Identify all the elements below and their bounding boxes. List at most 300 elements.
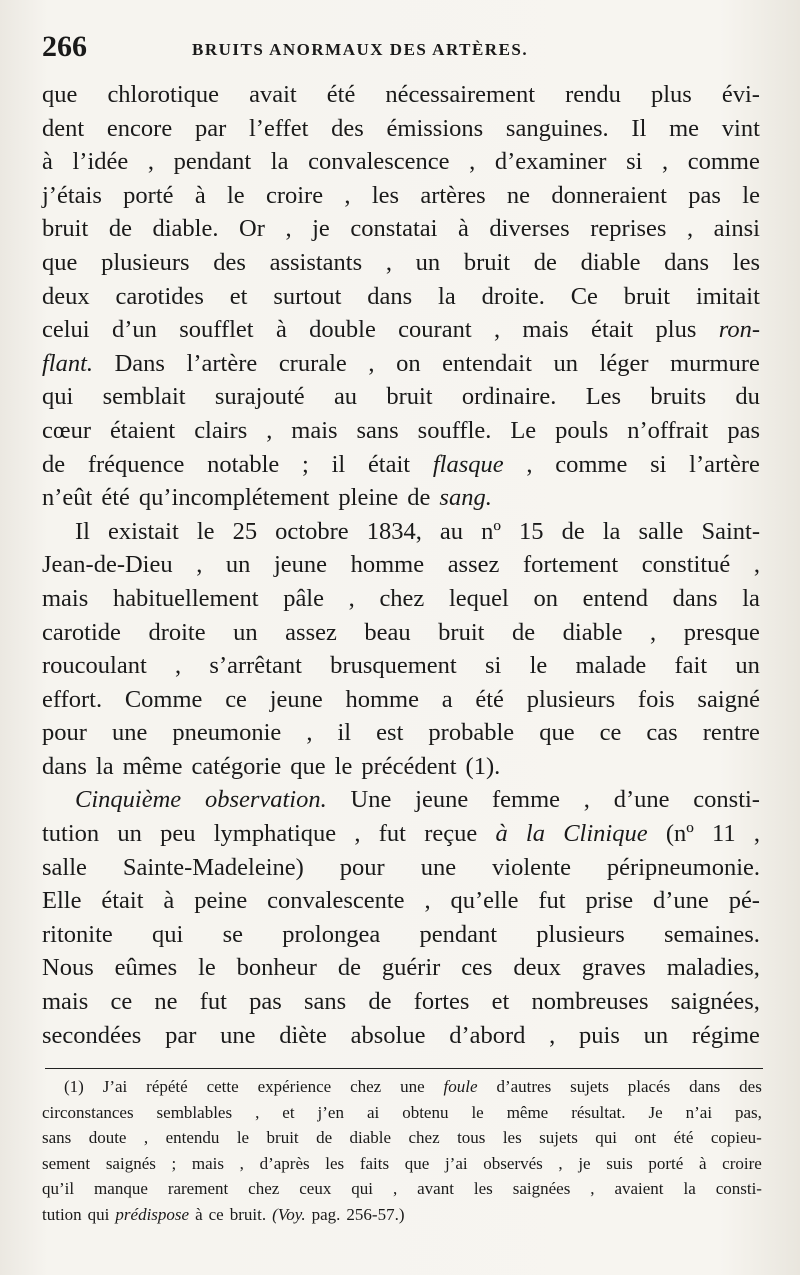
word: été <box>101 484 130 512</box>
text-line <box>42 750 760 784</box>
main-text <box>42 78 760 1052</box>
word: il <box>331 450 346 478</box>
running-head: BRUITS ANORMAUX DES ARTÈRES. <box>192 40 529 59</box>
word: manque <box>94 1179 148 1198</box>
word: tous <box>457 1128 486 1147</box>
word: ron- <box>718 316 760 344</box>
word: répété <box>146 1077 188 1096</box>
word: 256-57.) <box>346 1204 405 1224</box>
word: violente <box>492 853 571 881</box>
footnote-line <box>42 1100 762 1126</box>
word: on <box>396 349 421 377</box>
word: , <box>385 248 392 276</box>
word: deux <box>42 282 90 310</box>
word: de <box>407 484 431 512</box>
word: , <box>196 551 203 579</box>
word: fréquence <box>87 450 185 478</box>
word: notable <box>207 450 280 478</box>
word: de <box>533 248 557 276</box>
word: , <box>285 215 292 243</box>
word: pendant <box>173 148 252 176</box>
word: on <box>533 584 558 612</box>
text-line <box>42 179 760 213</box>
word: dans <box>672 584 718 612</box>
word: le <box>236 1128 250 1147</box>
word: Saint- <box>701 517 760 545</box>
word: effort. <box>42 685 103 713</box>
text-line <box>42 1019 760 1053</box>
word: la <box>438 282 456 310</box>
word: ritonite <box>42 920 113 948</box>
word: , <box>348 584 355 612</box>
word: pouls <box>555 416 609 444</box>
word: , <box>753 551 760 579</box>
word: la <box>683 1179 696 1198</box>
word: jeune <box>269 685 323 713</box>
word: se <box>222 920 243 948</box>
word: ainsi <box>713 215 760 243</box>
word: du <box>735 383 760 411</box>
word: ne <box>154 988 178 1016</box>
text-line <box>42 313 760 347</box>
word: entendait <box>442 349 532 377</box>
word: et <box>491 988 510 1016</box>
word: circonstances <box>42 1102 134 1122</box>
word: d’une <box>653 887 709 915</box>
word: ; <box>171 1153 177 1173</box>
word: absolue <box>350 1021 426 1049</box>
footnote-line <box>42 1151 762 1177</box>
word: reprises <box>590 215 667 243</box>
word: secondées <box>42 1021 142 1049</box>
word: faits <box>359 1153 390 1173</box>
text-line <box>42 246 760 280</box>
word: qu’elle <box>450 887 519 915</box>
word: j’ai <box>444 1153 468 1173</box>
word: , <box>650 618 657 646</box>
word: pneumonie <box>172 719 282 747</box>
text-line <box>42 616 760 650</box>
word: pour <box>42 719 87 747</box>
word: diable <box>349 1128 392 1147</box>
word: plusieurs <box>536 920 625 948</box>
word: 15 <box>519 517 544 545</box>
text-line <box>42 985 760 1019</box>
word: carotide <box>42 618 121 646</box>
word: , <box>590 1179 595 1198</box>
text-line <box>42 884 760 918</box>
word: bruit <box>266 1128 299 1147</box>
word: l’effet <box>248 114 309 142</box>
word: croire <box>722 1153 762 1173</box>
word: chez <box>350 1077 382 1096</box>
word: le <box>196 517 215 545</box>
word: saignées, <box>670 988 760 1016</box>
word: semblables <box>156 1102 233 1122</box>
word: une <box>420 853 457 881</box>
word: le <box>226 181 245 209</box>
word: homme <box>345 685 419 713</box>
text-line <box>42 783 760 817</box>
word: expérience <box>257 1077 332 1096</box>
word: même <box>122 752 183 780</box>
word: (Voy. <box>272 1204 306 1224</box>
word: que <box>404 1153 430 1173</box>
word: de <box>368 988 392 1016</box>
word: ce <box>599 719 622 747</box>
word: beau <box>364 618 411 646</box>
word: habituellement <box>112 584 259 612</box>
word: croire <box>265 181 324 209</box>
word: que <box>290 752 326 780</box>
word: porté <box>648 1153 684 1173</box>
word: je <box>578 1153 591 1173</box>
word: chez <box>408 1128 440 1147</box>
word: si <box>484 652 502 680</box>
word: à <box>698 1153 707 1173</box>
word: la <box>95 752 114 780</box>
word: imitait <box>695 282 760 310</box>
word: ce <box>225 685 247 713</box>
word: au <box>439 517 464 545</box>
word: Sainte-Madeleine) <box>122 853 304 881</box>
word: bruit. <box>229 1204 267 1224</box>
word: plus <box>650 81 692 108</box>
word: , <box>753 820 760 848</box>
word: artères <box>420 181 486 209</box>
word: , <box>354 820 361 848</box>
word: chez <box>379 584 425 612</box>
word: bruit <box>438 618 485 646</box>
word: des <box>739 1077 762 1096</box>
word: surtout <box>273 282 342 310</box>
word: dans <box>689 1077 721 1096</box>
word: , <box>266 416 273 444</box>
text-line <box>42 951 760 985</box>
word: soufflet <box>179 316 254 344</box>
word: consti- <box>715 1179 762 1198</box>
word: , <box>306 719 313 747</box>
word: été <box>673 1128 694 1147</box>
word: le <box>471 1102 484 1122</box>
word: était <box>591 316 634 344</box>
word: (1). <box>465 752 501 780</box>
word: 1834, <box>366 517 422 545</box>
word: la <box>742 584 760 612</box>
word: Une <box>350 786 392 814</box>
word: sanguines. <box>505 114 609 142</box>
word: la <box>270 148 289 176</box>
word: , <box>239 1153 244 1173</box>
word: plus <box>655 316 697 344</box>
word: l’artère <box>186 349 258 377</box>
word: fortes <box>413 988 470 1016</box>
text-line <box>42 347 760 381</box>
word: Dans <box>114 349 165 377</box>
word: les <box>371 181 400 209</box>
word: ce <box>110 988 133 1016</box>
word: une <box>111 719 148 747</box>
word: assez <box>285 618 337 646</box>
word: léger <box>599 349 649 377</box>
word: copieu- <box>710 1128 762 1147</box>
word: sement <box>42 1153 91 1173</box>
word: d’autres <box>496 1077 552 1096</box>
word: de <box>316 1128 333 1147</box>
word: peu <box>160 820 196 848</box>
word: tution <box>42 1204 82 1224</box>
word: n’ai <box>685 1102 713 1122</box>
word: qui <box>87 1204 110 1224</box>
word: pas <box>727 416 760 444</box>
word: observation. <box>204 786 327 814</box>
word: prédispose <box>115 1204 190 1224</box>
word: entend <box>582 584 648 612</box>
word: dans <box>664 248 710 276</box>
word: foule <box>443 1077 478 1096</box>
word: ai <box>366 1102 380 1122</box>
text-line <box>42 212 760 246</box>
text-line <box>42 78 760 112</box>
word: pag. <box>311 1204 341 1224</box>
word: sujets <box>539 1128 578 1147</box>
word: les <box>502 1128 522 1147</box>
word: octobre <box>275 517 349 545</box>
word: dans <box>367 282 413 310</box>
word: pas <box>249 988 282 1016</box>
word: dent <box>42 114 85 142</box>
word: de <box>108 215 132 243</box>
word: J’ai <box>102 1077 128 1096</box>
word: l’artère <box>689 450 760 478</box>
word: rendu <box>565 81 621 108</box>
word: , <box>368 349 375 377</box>
word: fut <box>378 820 406 848</box>
word: qui <box>595 1128 618 1147</box>
word: , <box>147 148 154 176</box>
word: presque <box>683 618 760 646</box>
word: pour <box>339 853 385 881</box>
word: de <box>561 517 585 545</box>
text-line <box>42 817 760 851</box>
text-line <box>42 380 760 414</box>
word: avaient <box>614 1179 664 1198</box>
word: bonheur <box>236 954 317 982</box>
word: carotides <box>115 282 204 310</box>
word: (nº <box>665 820 694 848</box>
word: saignés <box>105 1153 156 1173</box>
word: était <box>101 887 144 915</box>
word: probable <box>428 719 515 747</box>
word: cœur <box>42 416 91 444</box>
word: une <box>400 1077 425 1096</box>
word: le <box>742 181 760 209</box>
word: Je <box>648 1102 663 1122</box>
word: les <box>732 248 760 276</box>
word: sans <box>42 1128 72 1147</box>
text-line <box>42 716 760 750</box>
word: comme <box>687 148 760 176</box>
word: (1) <box>64 1077 84 1096</box>
word: entendu <box>165 1128 220 1147</box>
word: prolongea <box>282 920 381 948</box>
word: droite. <box>481 282 545 310</box>
word: surajouté <box>214 383 305 411</box>
word: un <box>735 652 760 680</box>
word: émissions <box>386 114 484 142</box>
word: il <box>337 719 352 747</box>
word: jeune <box>273 551 328 579</box>
word: même <box>506 1102 549 1122</box>
word: observés <box>483 1153 543 1173</box>
word: constitué <box>641 551 731 579</box>
word: fut <box>199 988 227 1016</box>
word: tution <box>42 820 100 848</box>
word: le <box>529 652 548 680</box>
word: rentre <box>702 719 760 747</box>
word: les <box>473 1179 493 1198</box>
text-line <box>42 515 760 549</box>
word: , <box>687 215 694 243</box>
word: me <box>669 114 700 142</box>
word: peine <box>194 887 248 915</box>
word: pas <box>688 181 721 209</box>
word: consti- <box>693 786 760 814</box>
word: la <box>602 517 621 545</box>
word: sans <box>356 416 399 444</box>
word: comme <box>555 450 628 478</box>
word: Il <box>631 114 647 142</box>
word: par <box>194 114 227 142</box>
word: un <box>233 618 258 646</box>
page-number: 266 <box>42 30 87 63</box>
word: nécessairement <box>385 81 536 108</box>
word: mais <box>42 988 89 1016</box>
word: cette <box>206 1077 239 1096</box>
word: à <box>194 181 206 209</box>
word: ce <box>208 1204 224 1224</box>
word: catégorie <box>191 752 282 780</box>
word: un <box>225 551 251 579</box>
word: droite <box>148 618 206 646</box>
word: les <box>325 1153 345 1173</box>
word: des <box>213 248 246 276</box>
word: , <box>255 1102 260 1122</box>
word: plusieurs <box>101 248 190 276</box>
word: Elle <box>42 887 82 915</box>
word: graves <box>581 954 646 982</box>
word: nº <box>481 517 501 545</box>
word: assez <box>447 551 500 579</box>
footnote-line <box>42 1202 762 1228</box>
word: ont <box>634 1128 657 1147</box>
word: un <box>553 349 578 377</box>
word: , <box>344 181 351 209</box>
footnote-line <box>42 1125 762 1151</box>
word: donneraient <box>551 181 667 209</box>
word: et <box>229 282 248 310</box>
word: fait <box>674 652 708 680</box>
text-line <box>42 414 760 448</box>
word: que <box>539 719 575 747</box>
word: encore <box>106 114 173 142</box>
word: diète <box>279 1021 327 1049</box>
footnote-line <box>42 1176 762 1202</box>
text-line <box>42 582 760 616</box>
word: n’offrait <box>627 416 709 444</box>
word: guérir <box>381 954 441 982</box>
word: maladies, <box>666 954 760 982</box>
text-line <box>42 548 760 582</box>
word: été <box>326 81 356 108</box>
word: Cinquième <box>75 786 182 814</box>
word: évi- <box>721 81 760 108</box>
word: reçue <box>424 820 478 848</box>
word: diverses <box>489 215 570 243</box>
text-line <box>42 280 760 314</box>
word: à <box>195 1204 203 1224</box>
word: malade <box>575 652 647 680</box>
word: bruit <box>386 383 433 411</box>
word: existait <box>108 517 179 545</box>
word: Or <box>239 215 265 243</box>
word: bruit <box>42 215 89 243</box>
word: 11 <box>712 820 736 848</box>
word: j’étais <box>42 181 102 209</box>
word: et <box>282 1102 295 1122</box>
word: ces <box>461 954 493 982</box>
word: , <box>143 1128 149 1147</box>
word: semblait <box>102 383 186 411</box>
word: qui <box>42 383 74 411</box>
word: un <box>415 248 441 276</box>
word: Les <box>585 383 622 411</box>
word: , <box>175 652 182 680</box>
word: suis <box>606 1153 633 1173</box>
word: plusieurs <box>526 685 616 713</box>
word: mais <box>291 416 338 444</box>
word: n’eût <box>42 484 93 512</box>
word: fois <box>637 685 675 713</box>
word: obtenu <box>402 1102 449 1122</box>
word: , <box>526 450 533 478</box>
text-line <box>42 145 760 179</box>
word: homme <box>350 551 425 579</box>
word: salle <box>638 517 684 545</box>
word: de <box>511 618 536 646</box>
word: doute <box>88 1128 127 1147</box>
word: assistants <box>269 248 363 276</box>
word: diable <box>580 248 641 276</box>
word: flant. <box>42 349 94 377</box>
word: d’une <box>613 786 670 814</box>
word: ; <box>302 450 309 478</box>
word: nombreuses <box>531 988 649 1016</box>
word: , <box>549 1021 556 1049</box>
word: constatai <box>350 215 438 243</box>
word: eûmes <box>114 954 178 982</box>
word: clairs <box>194 416 248 444</box>
word: courant <box>398 316 472 344</box>
word: d’un <box>111 316 157 344</box>
word: qui <box>351 1179 373 1198</box>
word: à <box>163 887 175 915</box>
word: fortement <box>522 551 619 579</box>
word: vint <box>721 114 760 142</box>
word: porté <box>123 181 174 209</box>
word: , <box>558 1153 563 1173</box>
word: un <box>643 1021 669 1049</box>
